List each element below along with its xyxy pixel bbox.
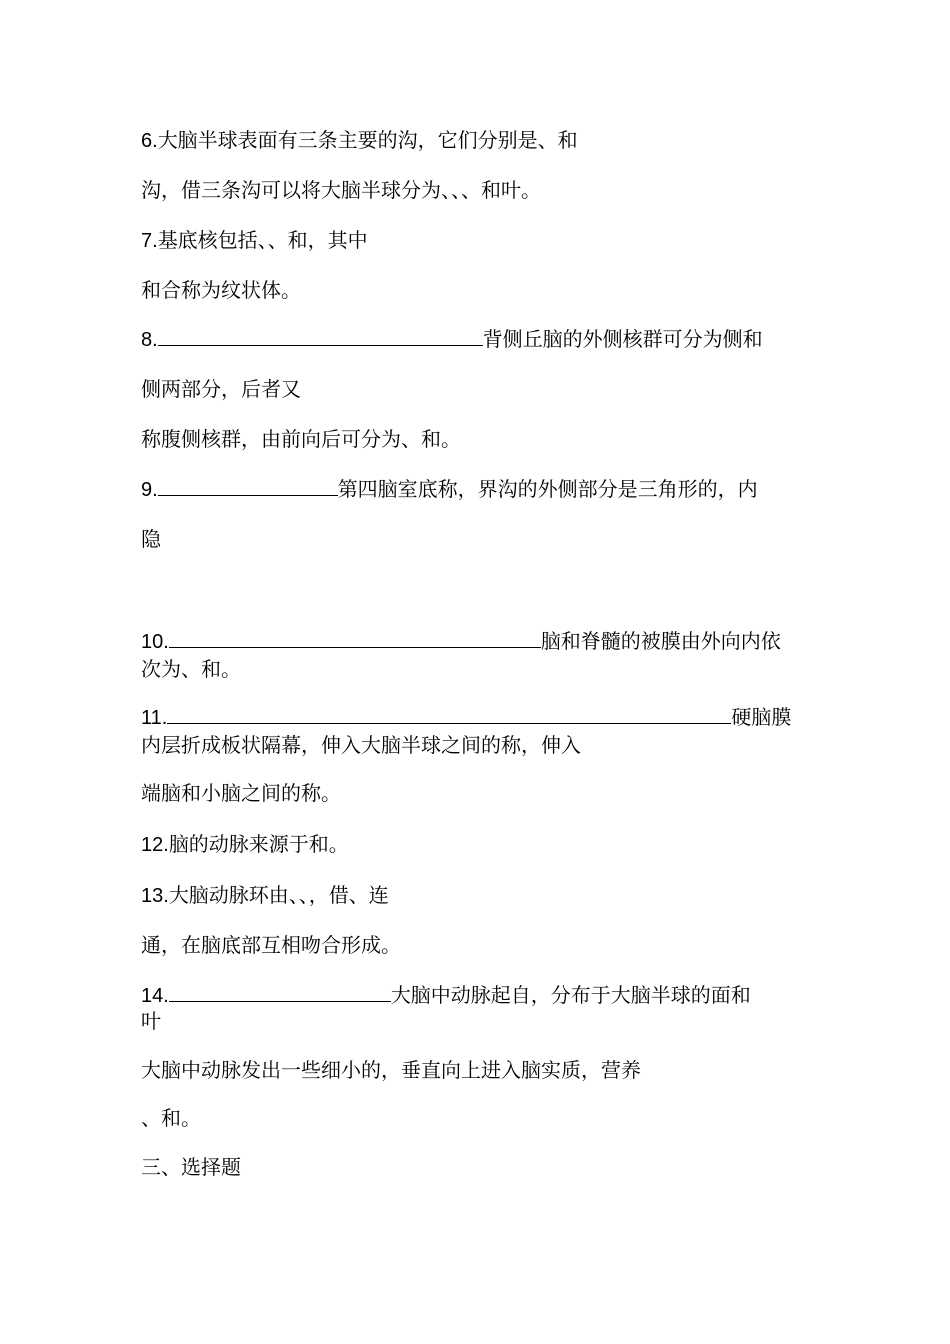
question-14-text-continued-3: 、和。 (141, 1106, 201, 1130)
question-14-number: 14. (141, 985, 169, 1007)
question-11-line-1 (141, 704, 791, 731)
question-11-text-continued: 内层折成板状隔幕，伸入大脑半球之间的称，伸入 (141, 733, 581, 757)
question-7-text-continued: 和合称为纹状体。 (141, 278, 301, 302)
question-8-text-continued: 侧两部分，后者又 (141, 377, 301, 401)
question-9-number: 9. (141, 479, 158, 501)
question-12-number: 12. (141, 834, 169, 856)
question-9-line-2 (141, 526, 161, 552)
question-9-answer-blank[interactable] (158, 477, 338, 496)
question-8-line-1 (141, 326, 763, 353)
question-14-text: 大脑中动脉起自，分布于大脑半球的面和 (390, 983, 751, 1007)
question-12-text: 脑的动脉来源于和。 (168, 832, 349, 856)
question-13-text-continued: 通，在脑底部互相吻合形成。 (141, 933, 401, 957)
section-heading-text: 三、选择题 (141, 1155, 241, 1179)
question-11-answer-blank[interactable] (167, 705, 731, 724)
question-11-text-continued-2: 端脑和小脑之间的称。 (141, 781, 341, 805)
question-14-line-4 (141, 1105, 201, 1131)
section-heading (141, 1154, 241, 1180)
question-12-line-1 (141, 831, 349, 858)
question-8-answer-blank[interactable] (158, 327, 483, 346)
question-14-text-continued: 叶 (141, 1009, 161, 1033)
question-9-line-1 (141, 476, 758, 503)
question-14-line-2 (141, 1008, 161, 1034)
question-8-text-continued-2: 称腹侧核群，由前向后可分为、和。 (141, 427, 461, 451)
question-7-line-2 (141, 277, 301, 303)
question-8-line-3 (141, 426, 461, 452)
question-7-number: 7. (141, 230, 158, 252)
question-6-number: 6. (141, 130, 158, 152)
question-10-number: 10. (141, 631, 169, 653)
question-11-text: 硬脑膜 (731, 705, 792, 729)
question-14-text-continued-2: 大脑中动脉发出一些细小的，垂直向上进入脑实质，营养 (141, 1058, 641, 1082)
question-14-line-1 (141, 982, 751, 1009)
question-6-line-2 (141, 177, 541, 203)
question-8-number: 8. (141, 329, 158, 351)
question-6-text: 大脑半球表面有三条主要的沟，它们分别是、和 (157, 128, 578, 152)
question-8-line-2 (141, 376, 301, 402)
question-10-line-1 (141, 628, 781, 655)
question-10-text-continued: 次为、和。 (141, 657, 241, 681)
question-11-line-2 (141, 732, 581, 758)
question-11-line-3 (141, 780, 341, 806)
question-7-line-1 (141, 227, 368, 254)
question-11-number: 11. (141, 707, 168, 729)
question-6-line-1 (141, 127, 578, 154)
question-6-text-continued: 沟，借三条沟可以将大脑半球分为、、、和叶。 (141, 178, 541, 202)
question-14-answer-blank[interactable] (169, 983, 391, 1002)
question-9-text-continued: 隐 (141, 527, 161, 551)
question-13-number: 13. (141, 885, 169, 907)
question-14-line-3 (141, 1057, 641, 1083)
question-7-text: 基底核包括、、和，其中 (157, 228, 368, 252)
question-8-text: 背侧丘脑的外侧核群可分为侧和 (482, 327, 763, 351)
question-13-text: 大脑动脉环由、、，借、连 (168, 883, 389, 907)
question-10-text: 脑和脊髓的被膜由外向内依 (540, 629, 781, 653)
question-10-line-2 (141, 656, 241, 682)
question-9-text: 第四脑室底称，界沟的外侧部分是三角形的，内 (337, 477, 758, 501)
question-13-line-1 (141, 882, 389, 909)
question-13-line-2 (141, 932, 401, 958)
question-10-answer-blank[interactable] (169, 629, 541, 648)
